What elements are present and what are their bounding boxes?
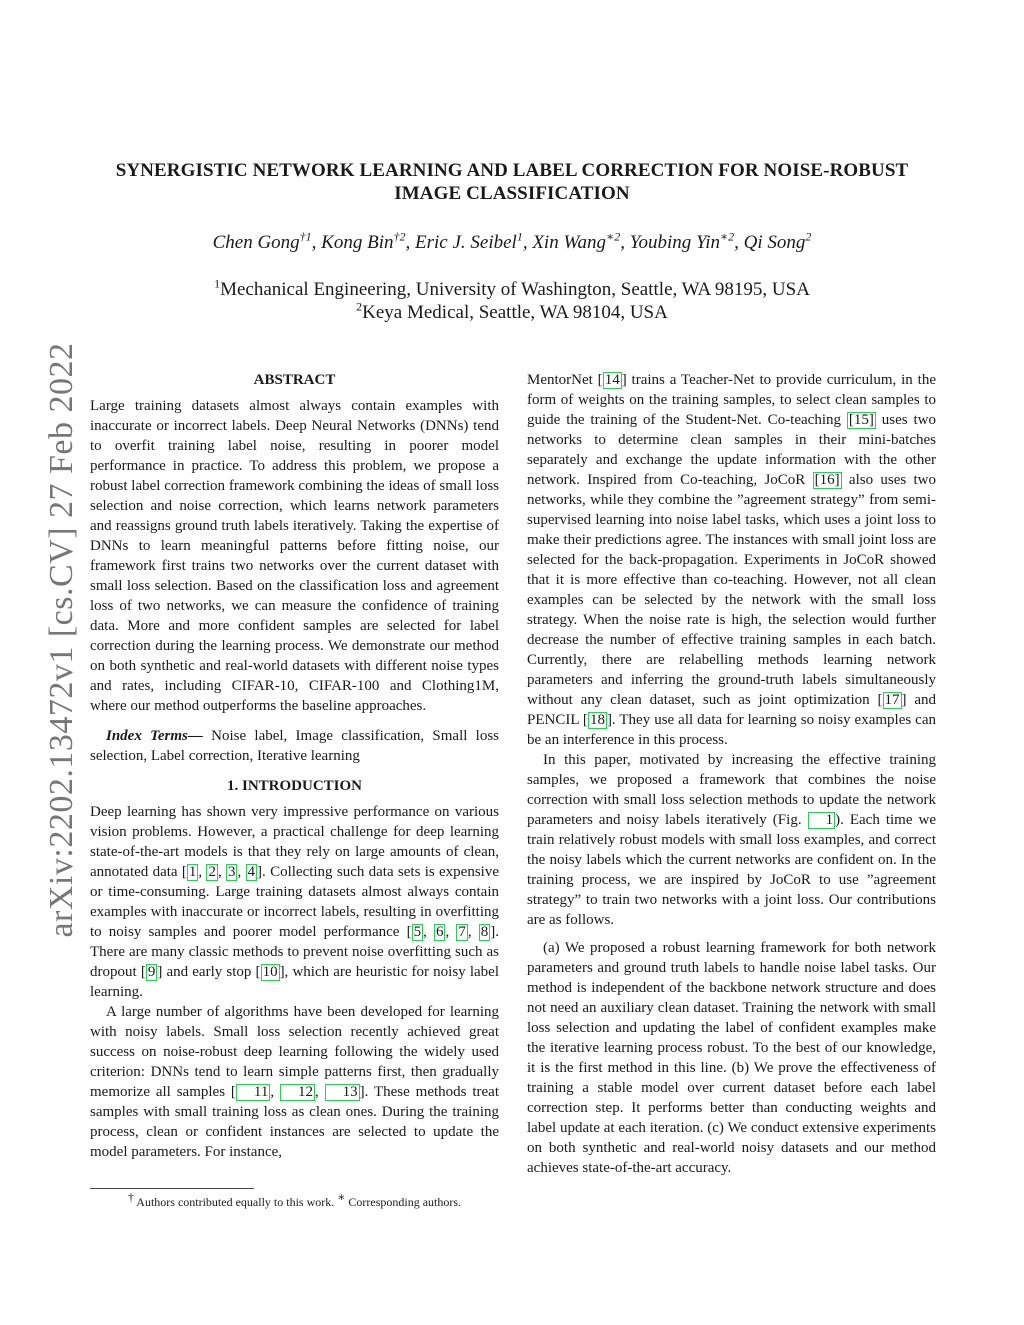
author-name: Qi Song [743, 232, 806, 253]
citation-link[interactable]: 18 [589, 712, 605, 728]
index-terms-label: Index Terms— [106, 728, 203, 744]
citation-link[interactable]: 1 [188, 864, 197, 880]
text-run: ] and early stop [ [157, 964, 261, 980]
text-run: ]. There are many classic methods to prevent noise overfitting such as dropout [ [90, 924, 500, 980]
author-name: Chen Gong [212, 232, 300, 253]
author-name: Eric J. Seibel [414, 232, 517, 253]
text-run: A large number of algorithms have been developed for learning with noisy labels. Small loss selection recently achieved great success on noise-robust deep learning following the widely used criterion: DNNs tend to learn simple patterns first, then gradually memorize all samples [ [90, 1004, 499, 1100]
author-mark: ∗2 [606, 229, 621, 244]
text-run: ], which are heuristic for noisy label learning. [90, 964, 499, 1000]
citation-link[interactable]: 2 [208, 864, 216, 880]
text-run: ] trains a Teacher-Net to provide curriculum, in the form of weights on the training samples, to select clean samples to guide the training of the Student-Net. Co-teaching [527, 372, 936, 428]
footnote-text-2: Corresponding authors. [345, 1195, 462, 1209]
text-run: ] and PENCIL [ [527, 692, 937, 728]
text-run: uses two networks to determine clean samples in their mini-batches separately and exchange the update information with the other network. Inspired from Co-teaching, JoCoR [527, 412, 936, 488]
text-run: ]. These methods treat samples with small training loss as clean ones. During the training process, clean or confident instances are selected to update the model parameters. For instance, [90, 1084, 499, 1160]
text-run: Deep learning has shown very impressive performance on various vision problems. However, a practical challenge for deep learning state-of-the-art models is that they rely on large amounts of clean, annotated data [ [90, 804, 499, 880]
citation-link[interactable]: 9 [147, 964, 156, 980]
author-mark: †1 [299, 229, 312, 244]
citation-link[interactable]: [16] [814, 472, 840, 488]
abstract-text: Large training datasets almost always contain examples with inaccurate or incorrect labels. Deep Neural Networks (DNNs) tend to overfit training label noise, resulting in poorer model performance in practice. To address this problem, we propose a robust label correction framework combining the ideas of small loss selection and noise correction, which learns network parameters and reassigns ground truth labels iteratively. Taking the expertise of DNNs to learn meaningful patterns before fitting noise, our framework first trains two networks over the current dataset with small loss selection. Based on the classification loss and agreement loss of two networks, we can measure the confidence of training data. More and more confident samples are selected for label correction during the learning process. We demonstrate our method on both synthetic and real-world datasets with different noise types and rates, including CIFAR-10, CIFAR-100 and Clothing1M, where our method outperforms the baseline approaches. [90, 398, 499, 714]
affiliation-text: Mechanical Engineering, University of Washington, Seattle, WA 98195, USA [220, 279, 810, 300]
intro-paragraph-2: A large number of algorithms have been developed for learning with noisy labels. Small loss selection recently achieved great success on noise-robust deep learning following the widely used criterion: DNNs tend to learn simple patterns first, then gradually memorize all samples [ 11 , 12 , 13 ]. These methods treat samples with small training loss as clean ones. During the training process, clean or confident instances are selected to update the model parameters. For instance, [90, 1004, 499, 1160]
text-run: MentorNet [ [527, 372, 603, 388]
citation-link[interactable]: 17 [884, 692, 900, 708]
intro-heading: 1. INTRODUCTION [226, 778, 362, 794]
intro-paragraph-4 [527, 750, 936, 930]
index-terms-text: Noise label, Image classification, Small loss selection, Label correction, Iterative learning [90, 728, 500, 764]
citation-link[interactable]: 13 [325, 1084, 360, 1101]
affiliation-text: Keya Medical, Seattle, WA 98104, USA [362, 302, 668, 323]
author-mark: 1 [516, 229, 523, 244]
citation-link[interactable]: 4 [247, 864, 256, 880]
affiliations [80, 278, 944, 324]
footnote [90, 1190, 499, 1210]
abstract-heading: ABSTRACT [253, 372, 336, 388]
citation-link[interactable]: 11 [236, 1084, 270, 1101]
author-mark: †2 [393, 229, 406, 244]
text-run: also uses two networks, while they combine the ”agreement strategy” from semi-supervised learning into noise label tasks, which uses a joint loss to make their predictions agree. The instances with small joint loss are selected for the back-propagation. Experiments in JoCoR showed that it is more effective than co-teaching. However, not all clean examples can be selected by the network with the small loss strategy. When the noise rate is high, the selection would further decrease the number of effective training samples in each batch. Currently, there are relabelling methods learning network parameters and inferring the ground-truth labels simultaneously without any clean dataset, such as joint optimization [ [527, 472, 936, 708]
citation-link[interactable]: 12 [280, 1084, 315, 1101]
arxiv-identifier: arXiv:2202.13472v1 [cs.CV] 27 Feb 2022 [43, 342, 80, 938]
citation-link[interactable]: [15] [848, 412, 874, 428]
citation-link[interactable]: 7 [458, 924, 466, 940]
footnote-text-1: Authors contributed equally to this work. [133, 1195, 338, 1209]
text-run: ). Each time we train relatively robust models with small loss examples, and correct the noisy labels which the current networks are confident on. In the training process, we are inspired by JoCoR to use ”agreement strategy” to train two networks with a joint loss. Our contributions are as follows. [527, 812, 936, 928]
citation-link[interactable]: 10 [262, 964, 278, 980]
text-run: ]. Collecting such data sets is expensive or time-consuming. Large training datasets almost always contain examples with inaccurate or incorrect labels, resulting in overfitting to noisy samples and poorer model performance [ [90, 864, 500, 940]
title-line-2: IMAGE CLASSIFICATION [394, 183, 630, 204]
intro-paragraph-5: (a) We proposed a robust learning framework for both network parameters and ground truth labels to handle noise label tasks. Our method is independent of the backbone network structure and does not need an auxiliary clean dataset. Training the network with small loss selection and updating the label of confident examples make the iterative learning process robust. To the best of our knowledge, it is the first method in this line. (b) We prove the effectiveness of training a stable model over current dataset before each label correction step. It performs better than conducting weights and label update at each iteration. (c) We conduct extensive experiments on both synthetic and real-world noisy datasets and our method achieves state-of-the-art accuracy. [527, 940, 936, 1176]
affiliation-2 [80, 301, 944, 324]
affiliation-1 [80, 278, 944, 301]
citation-link[interactable]: 5 [413, 924, 422, 940]
intro-paragraph-1: Deep learning has shown very impressive performance on various vision problems. However, a practical challenge for deep learning state-of-the-art models is that they rely on large amounts of clean, annotated data [ 1 , 2 , 3 , 4 ]. Collecting such data sets is expensive or time-consuming. Large training datasets almost always contain examples with inaccurate or incorrect labels, resulting in overfitting to noisy samples and poorer model performance [ 5 , 6 , 7 , 8 ]. There are many classic methods to prevent noise overfitting such as dropout [ 9 ] and early stop [ 10 ], which are heuristic for noisy label learning. [90, 804, 500, 1000]
author-list: Chen Gong$^{\dagger 1}$, Kong Bin$^{\dagger 2}$, Eric J. Seibel$^1$, Xin Wang$^{∗2}$, Youbing Yin$^{∗2}$, Qi Song$^2$ [212, 229, 812, 253]
author-name: Kong Bin [321, 232, 394, 253]
index-terms [90, 726, 499, 766]
text-run: In this paper, motivated by increasing the effective training samples, we proposed a framework that combines the noise correction with small loss selection methods to update the network parameters and noisy labels iteratively (Fig. [527, 752, 936, 828]
footnote-star: ∗ [337, 1190, 346, 1204]
citation-link[interactable]: 8 [480, 924, 489, 940]
text-run: ]. They use all data for learning so noisy examples can be an interference in this process. [527, 712, 936, 748]
left-column [90, 370, 499, 1162]
figure-link[interactable]: 1 [808, 812, 836, 829]
author-mark: ∗2 [719, 229, 735, 244]
citation-link[interactable]: 6 [435, 924, 444, 940]
author-name: Youbing Yin [629, 232, 720, 253]
author-mark: 2 [805, 229, 812, 244]
affiliation-num: 2 [356, 299, 363, 314]
title-line-1: SYNERGISTIC NETWORK LEARNING AND LABEL CORRECTION FOR NOISE-ROBUST [115, 160, 909, 181]
footnote-dagger: † [127, 1190, 134, 1204]
author-name: Xin Wang [532, 232, 607, 253]
footnote-rule [90, 1188, 254, 1189]
citation-link[interactable]: 3 [227, 864, 236, 880]
paper-title [80, 159, 944, 205]
affiliation-num: 1 [214, 276, 221, 291]
intro-paragraph-3 [527, 370, 936, 750]
citation-link[interactable]: 14 [604, 372, 620, 388]
right-column [527, 370, 936, 1178]
